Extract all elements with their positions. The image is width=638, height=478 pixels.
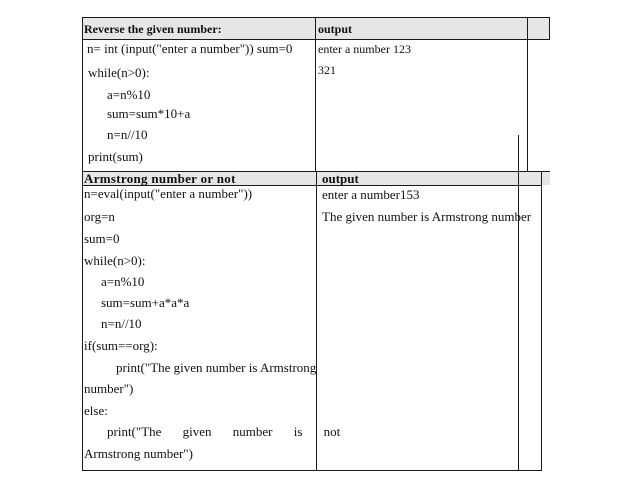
table1-header-right: output: [318, 22, 353, 36]
table1-mid-divider: [315, 17, 316, 171]
table2-code-line-2: org=n: [84, 209, 115, 224]
table2-mid2-divider: [518, 135, 519, 471]
table1-output-line-1: enter a number 123: [318, 42, 411, 56]
table2-header-right: output: [322, 171, 359, 186]
table2-code-line-13: Armstrong number"): [84, 446, 193, 461]
table2-output-line-2: The given number is Armstrong number: [322, 209, 532, 224]
table2-code-line-6: sum=sum+a*a*a: [101, 295, 190, 310]
table2-code-line-3: sum=0: [84, 231, 120, 246]
table2-code-line-12: print("The given number is not: [107, 424, 341, 439]
table1-top-border: [82, 17, 550, 18]
table2-left-border: [82, 171, 83, 471]
table1-code-line-6: print(sum): [88, 149, 143, 164]
table2-header-left: Armstrong number or not: [84, 171, 236, 186]
table1-header-divider: [82, 39, 550, 40]
table1-code-line-3: a=n%10: [107, 87, 151, 102]
table2-code-line-5: a=n%10: [101, 274, 145, 289]
table2-code-line-4: while(n>0):: [84, 253, 146, 268]
table2-code-line-11: else:: [84, 403, 108, 418]
table1-header-left: Reverse the given number:: [84, 22, 222, 36]
table2-code-line-9: print("The given number is Armstrong: [116, 360, 317, 375]
table1-output-line-2: 321: [318, 63, 336, 77]
table2-code-line-1: n=eval(input("enter a number")): [84, 186, 253, 201]
table2-code-line-7: n=n//10: [101, 316, 142, 331]
table1-code-line-2: while(n>0):: [88, 65, 150, 80]
table2-output-line-1: enter a number153: [322, 187, 420, 202]
table1-code-line-5: n=n//10: [107, 127, 148, 142]
table2-right-border: [541, 171, 542, 471]
table1-right-border: [549, 17, 550, 39]
table2-code-line-10: number"): [84, 381, 134, 396]
table1-mid2-divider: [527, 17, 528, 171]
table1-left-border: [82, 17, 83, 171]
table1-code-line-4: sum=sum*10+a: [107, 106, 191, 121]
table1-code-line-1: n= int (input("enter a number")) sum=0: [87, 41, 293, 56]
table2-code-line-8: if(sum==org):: [84, 338, 158, 353]
table2-bottom-border: [82, 470, 542, 471]
